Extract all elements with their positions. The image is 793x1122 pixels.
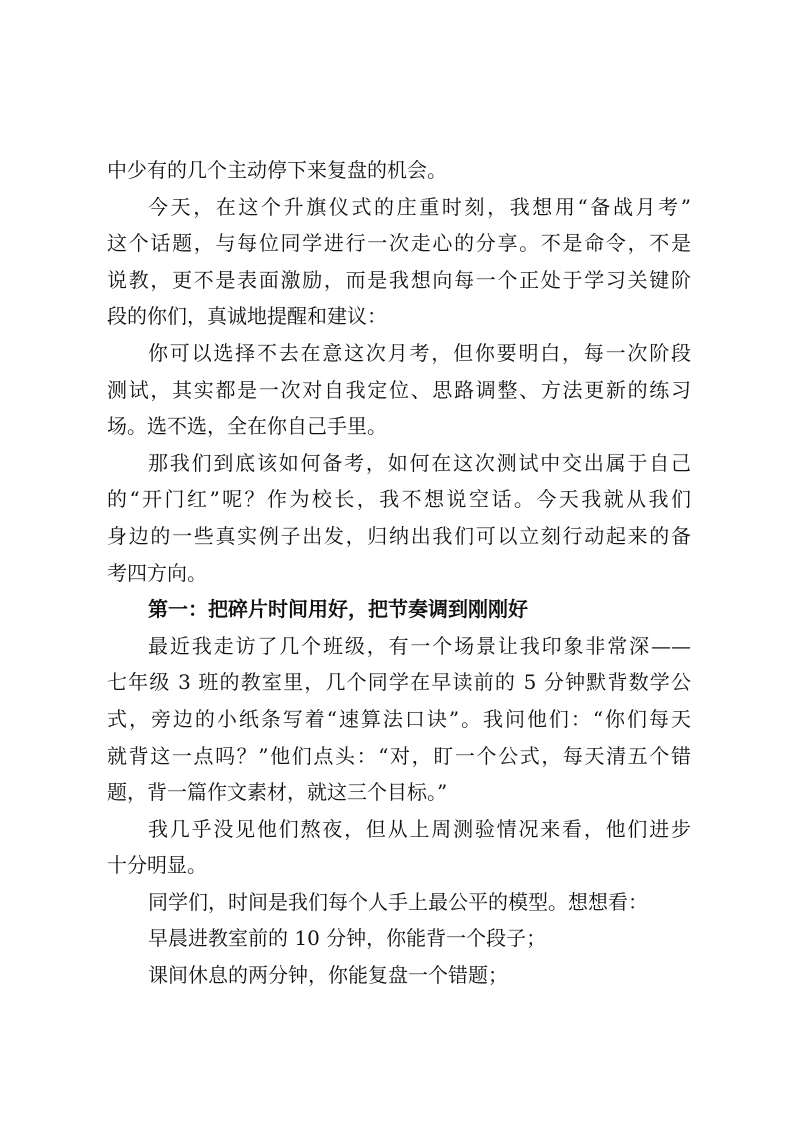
text-line: 考四方向。 (107, 560, 207, 585)
text-line: 就背这一点吗？”他们点头：“对，盯一个公式，每天清五个错 (107, 743, 691, 768)
text-line: 段的你们，真诚地提醒和建议： (107, 304, 387, 329)
text-line: 你可以选择不去在意这次月考，但你要明白，每一次阶段 (148, 340, 691, 365)
text-line: 十分明显。 (107, 853, 207, 878)
text-line: 七年级 3 班的教室里，几个同学在早读前的 5 分钟默背数学公 (107, 670, 691, 695)
text-line: 测试，其实都是一次对自我定位、思路调整、方法更新的练习 (107, 377, 691, 402)
text-line: 场。选不选，全在你自己手里。 (107, 414, 387, 439)
text-line: 那我们到底该如何备考，如何在这次测试中交出属于自己 (148, 450, 691, 475)
text-line: 这个话题，与每位同学进行一次走心的分享。不是命令，不是 (107, 231, 691, 256)
text-line: 的“开门红”呢？作为校长，我不想说空话。今天我就从我们 (107, 487, 691, 512)
text-line: 早晨进教室前的 10 分钟，你能背一个段子； (148, 926, 547, 951)
text-line: 我几乎没见他们熬夜，但从上周测验情况来看，他们进步 (148, 816, 691, 841)
text-line: 今天，在这个升旗仪式的庄重时刻，我想用“备战月考” (148, 194, 691, 219)
text-line: 同学们，时间是我们每个人手上最公平的模型。想想看： (148, 889, 648, 914)
text-line: 题，背一篇作文素材，就这三个目标。” (107, 780, 448, 805)
section-heading: 第一：把碎片时间用好，把节奏调到刚刚好 (148, 597, 528, 622)
text-line: 式，旁边的小纸条写着“速算法口诀”。我问他们：“你们每天 (107, 706, 691, 731)
text-line: 身边的一些真实例子出发，归纳出我们可以立刻行动起来的备 (107, 523, 691, 548)
text-line: 最近我走访了几个班级，有一个场景让我印象非常深—— (148, 633, 691, 658)
document-page (107, 152, 691, 994)
text-line: 说教，更不是表面激励，而是我想向每一个正处于学习关键阶 (107, 267, 691, 292)
text-line: 中少有的几个主动停下来复盘的机会。 (107, 158, 447, 182)
text-line: 课间休息的两分钟，你能复盘一个错题； (148, 963, 508, 988)
